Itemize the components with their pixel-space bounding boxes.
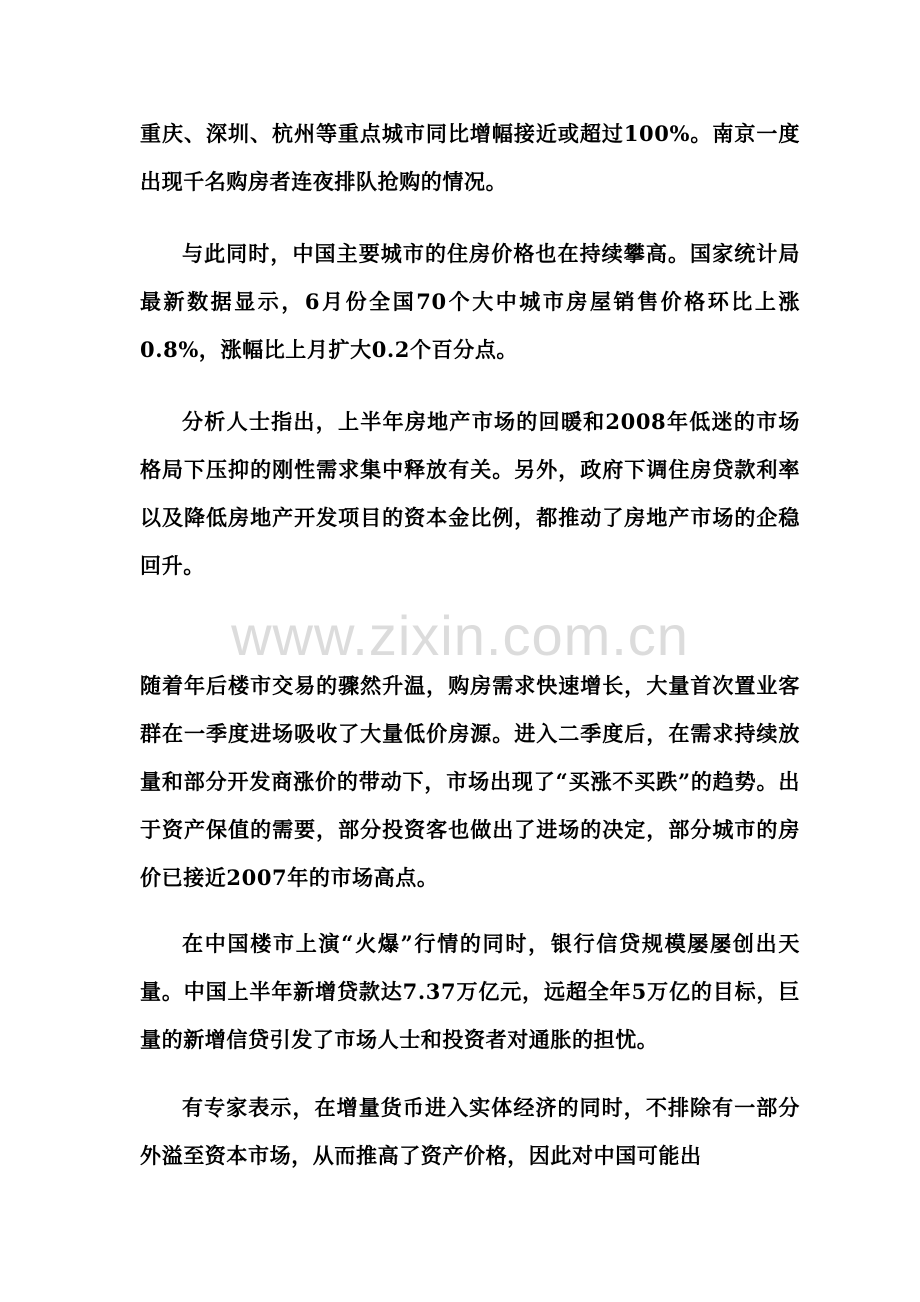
paragraph-expert-view: 有专家表示，在增量货币进入实体经济的同时，不排除有一部分外溢至资本市场，从而推高了资产价格，因此对中国可能出 [140, 1095, 800, 1168]
paragraph-city-growth: 重庆、深圳、杭州等重点城市同比增幅接近或超过100%。南京一度出现千名购房者连夜排队抢购的情况。 [140, 121, 800, 194]
paragraph-market-trend: 随着年后楼市交易的骤然升温，购房需求快速增长，大量首次置业客群在一季度进场吸收了大量低价房源。进入二季度后，在需求持续放量和部分开发商涨价的带动下，市场出现了“买涨不买跌”的趋势。出于资产保值的需要，部分投资客也做出了进场的决定，部分城市的房价已接近2007年的市场高点。 [140, 673, 800, 890]
watermark-text: www.zixin.com.cn [231, 604, 689, 667]
paragraph-housing-prices: 与此同时，中国主要城市的住房价格也在持续攀高。国家统计局最新数据显示，6月份全国70个大中城市房屋销售价格环比上涨0.8%，涨幅比上月扩大0.2个百分点。 [140, 241, 800, 362]
paragraph-analysis: 分析人士指出，上半年房地产市场的回暖和2008年低迷的市场格局下压抑的刚性需求集中释放有关。另外，政府下调住房贷款利率以及降低房地产开发项目的资本金比例，都推动了房地产市场的企稳回升。 [140, 409, 800, 578]
paragraph-credit-growth: 在中国楼市上演“火爆”行情的同时，银行信贷规模屡屡创出天量。中国上半年新增贷款达7.37万亿元，远超全年5万亿的目标，巨量的新增信贷引发了市场人士和投资者对通胀的担忧。 [140, 931, 800, 1052]
